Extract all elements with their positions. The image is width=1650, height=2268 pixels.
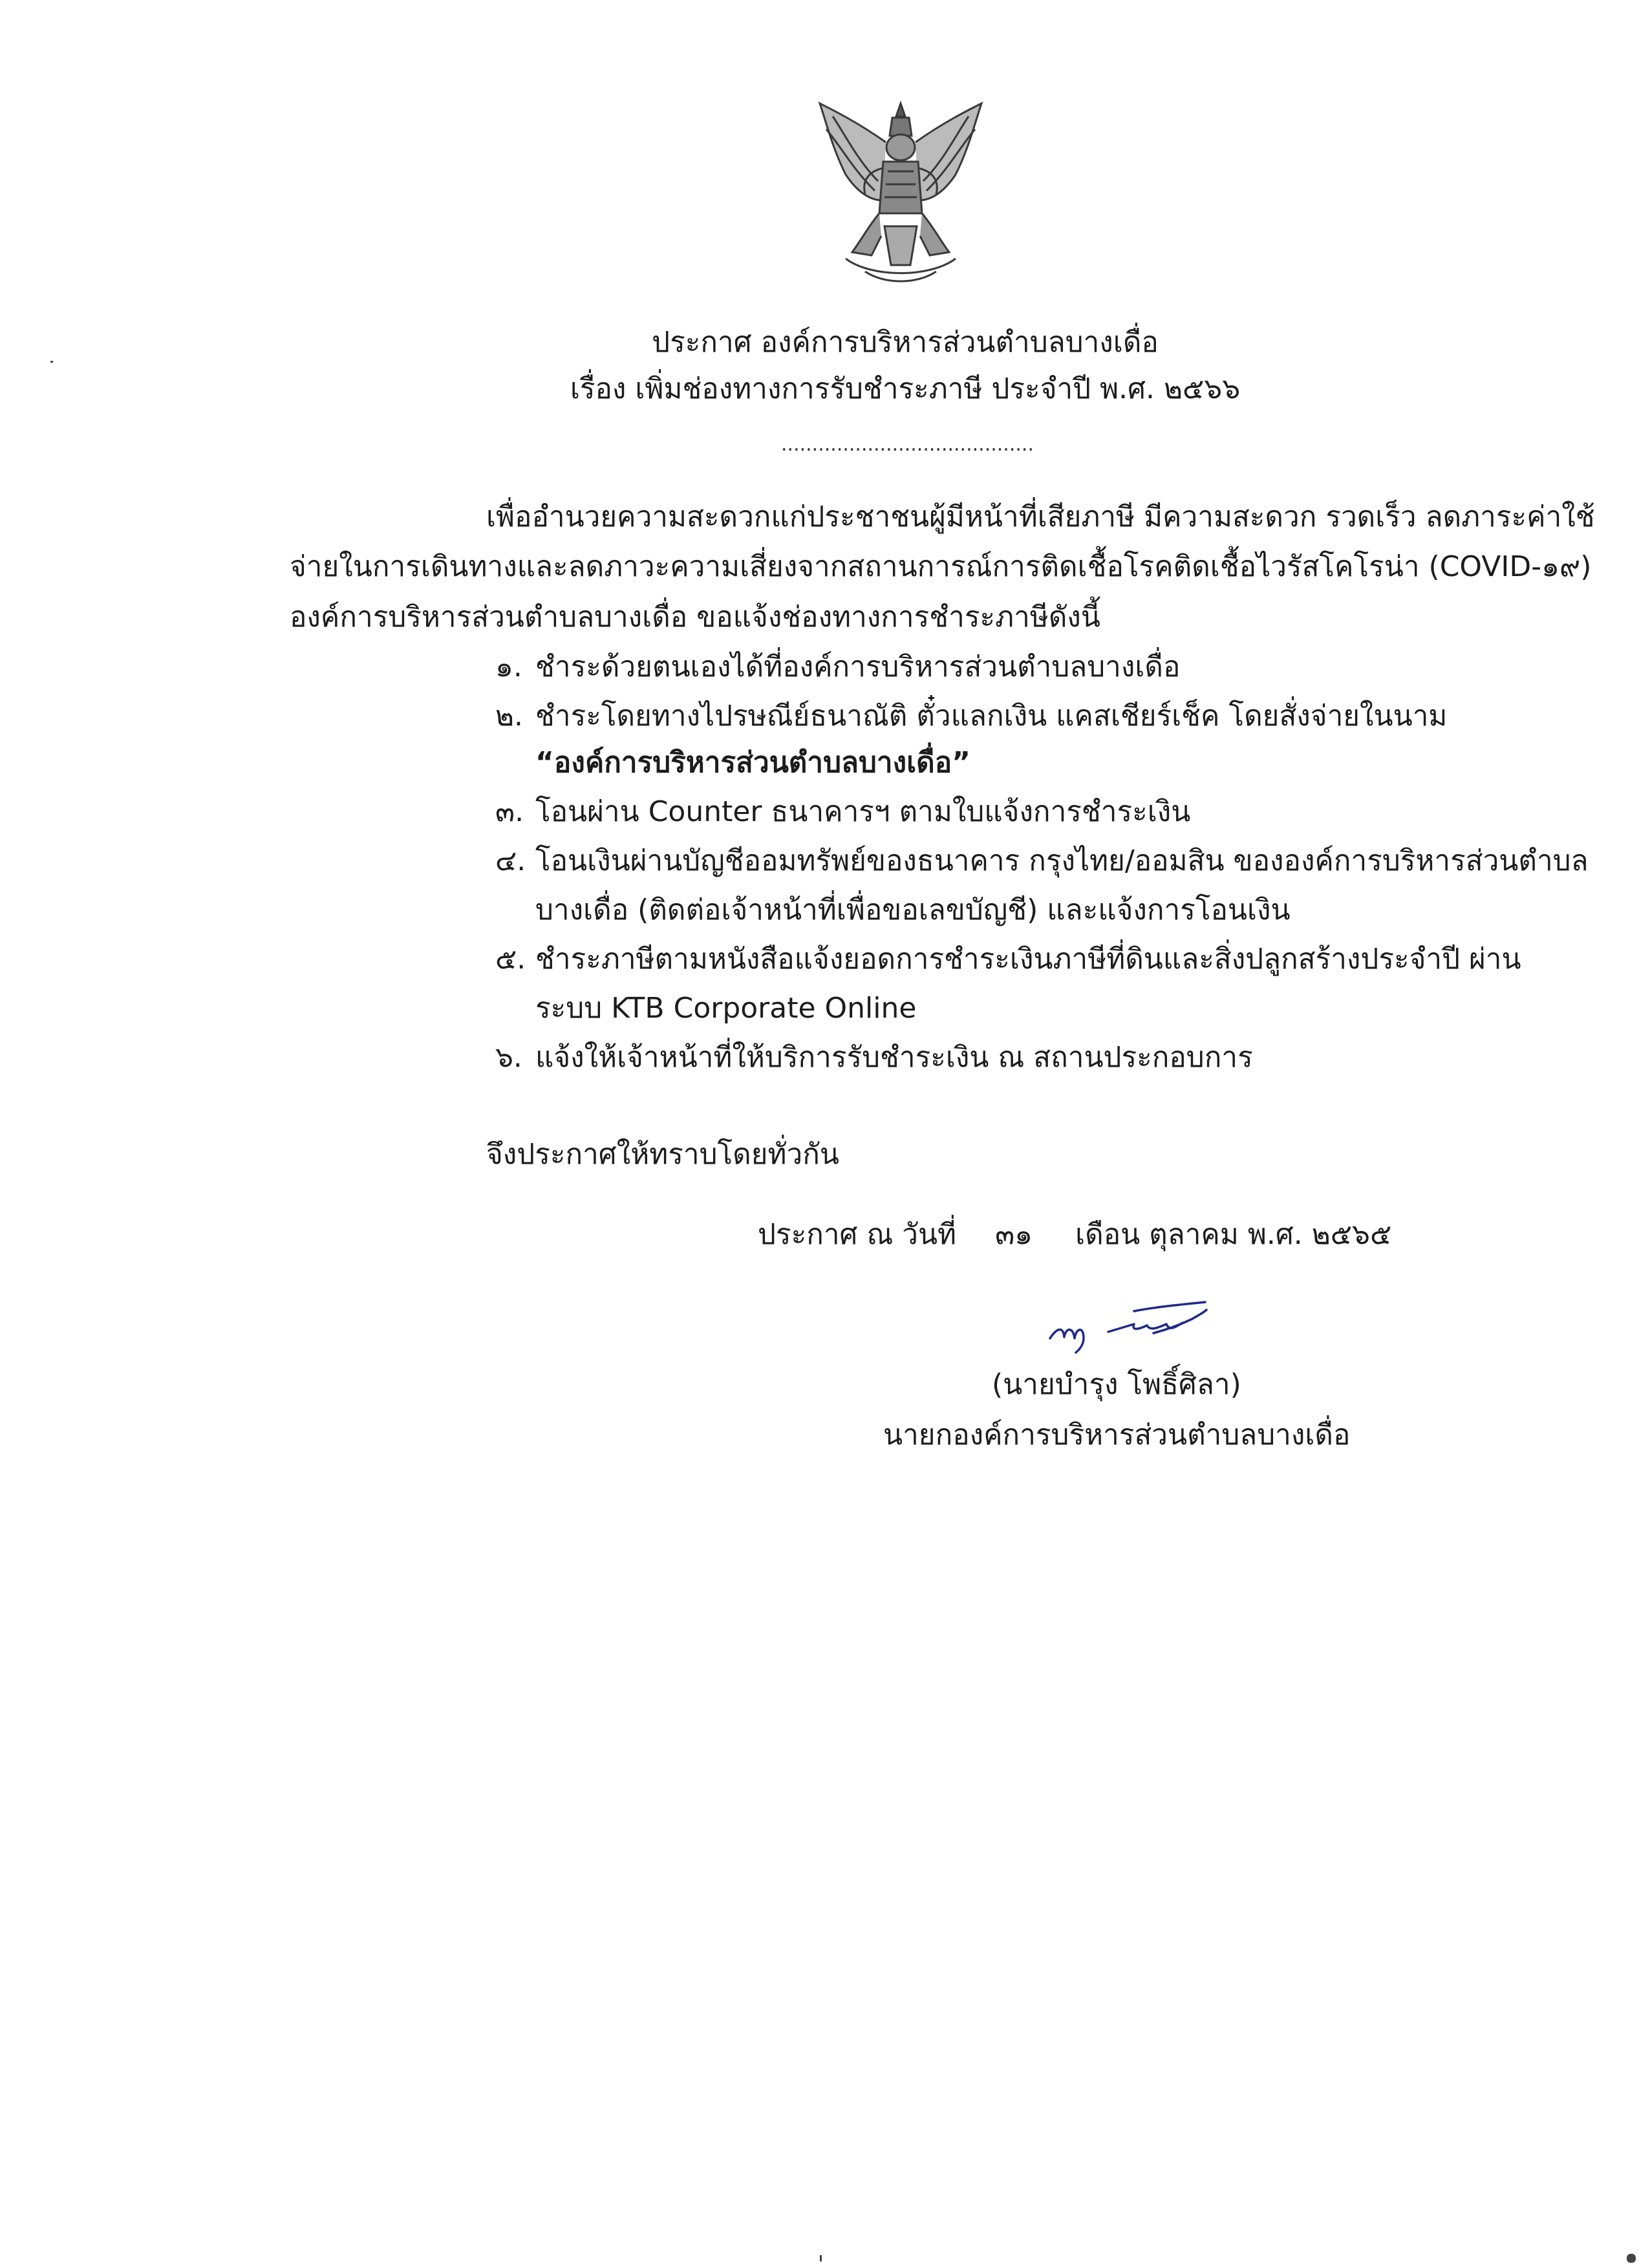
list-item-number: ๑. xyxy=(495,650,522,683)
date-day: ๓๑ xyxy=(995,1218,1033,1251)
list-item xyxy=(495,1038,1253,1077)
scan-speck xyxy=(50,361,53,363)
list-item-text: โอนเงินผ่านบัญชีออมทรัพย์ของธนาคาร กรุงไทย/ออมสิน ขององค์การบริหารส่วนตำบล xyxy=(535,844,1589,877)
list-item-text: ชำระภาษีตามหนังสือแจ้งยอดการชำระเงินภาษีที่ดินและสิ่งปลูกสร้างประจำปี ผ่าน xyxy=(535,943,1521,976)
list-item-number: ๓. xyxy=(495,795,524,828)
signer-name: (นายบำรุง โพธิ์ศิลา) xyxy=(992,1368,1241,1401)
list-item-text: แจ้งให้เจ้าหน้าที่ให้บริการรับชำระเงิน ณ สถานประกอบการ xyxy=(535,1041,1253,1074)
list-item-text: ชำระด้วยตนเองได้ที่องค์การบริหารส่วนตำบลบางเดื่อ xyxy=(535,650,1181,683)
list-item-text: ชำระโดยทางไปรษณีย์ธนาณัติ ตั๋วแลกเงิน แคสเชียร์เช็ค โดยสั่งจ่ายในนาม xyxy=(535,700,1448,733)
handwritten-signature xyxy=(1037,1293,1231,1371)
list-item xyxy=(495,940,1521,979)
list-item-continuation: บางเดื่อ (ติดต่อเจ้าหน้าที่เพื่อขอเลขบัญชี) และแจ้งการโอนเงิน xyxy=(535,893,1291,926)
list-item xyxy=(495,697,1447,736)
list-item-number: ๖. xyxy=(495,1041,522,1074)
list-item xyxy=(495,648,1180,687)
intro-line-1: เพื่ออำนวยความสะดวกแก่ประชาชนผู้มีหน้าที่เสียภาษี มีความสะดวก รวดเร็ว ลดภาระค่าใช้ xyxy=(486,500,1595,533)
title-separator: ......................................... xyxy=(781,433,1034,456)
closing-statement: จึงประกาศให้ทราบโดยทั่วกัน xyxy=(486,1138,839,1171)
date-month-year: เดือน ตุลาคม พ.ศ. ๒๕๖๕ xyxy=(1075,1218,1392,1251)
list-item-continuation: ระบบ KTB Corporate Online xyxy=(535,992,917,1025)
intro-line-2: จ่ายในการเดินทางและลดภาวะความเสี่ยงจากสถานการณ์การติดเชื้อโรคติดเชื้อไวรัสโคโรน่า (COVID-๑๙) xyxy=(290,550,1592,583)
list-item-number: ๒. xyxy=(495,700,523,733)
garuda-emblem-icon xyxy=(807,97,994,291)
scan-speck xyxy=(1627,2254,1636,2263)
list-item-number: ๔. xyxy=(495,844,526,877)
intro-line-3: องค์การบริหารส่วนตำบลบางเดื่อ ขอแจ้งช่องทางการชำระภาษีดังนี้ xyxy=(290,601,1100,634)
announcement-subject: เรื่อง เพิ่มช่องทางการรับชำระภาษี ประจำปี พ.ศ. ๒๕๖๖ xyxy=(570,372,1241,405)
announcement-date xyxy=(758,1215,1391,1254)
list-item-continuation-payee: “องค์การบริหารส่วนตำบลบางเดื่อ” xyxy=(535,746,971,779)
list-item-number: ๕. xyxy=(495,943,526,976)
list-item-text: โอนผ่าน Counter ธนาคารฯ ตามใบแจ้งการชำระเงิน xyxy=(535,795,1191,828)
signer-position: นายกองค์การบริหารส่วนตำบลบางเดื่อ xyxy=(883,1418,1351,1451)
list-item xyxy=(495,793,1190,831)
date-prefix: ประกาศ ณ วันที่ xyxy=(758,1218,957,1251)
list-item xyxy=(495,842,1589,881)
scan-speck xyxy=(820,2255,822,2262)
announcement-title: ประกาศ องค์การบริหารส่วนตำบลบางเดื่อ xyxy=(652,326,1159,359)
